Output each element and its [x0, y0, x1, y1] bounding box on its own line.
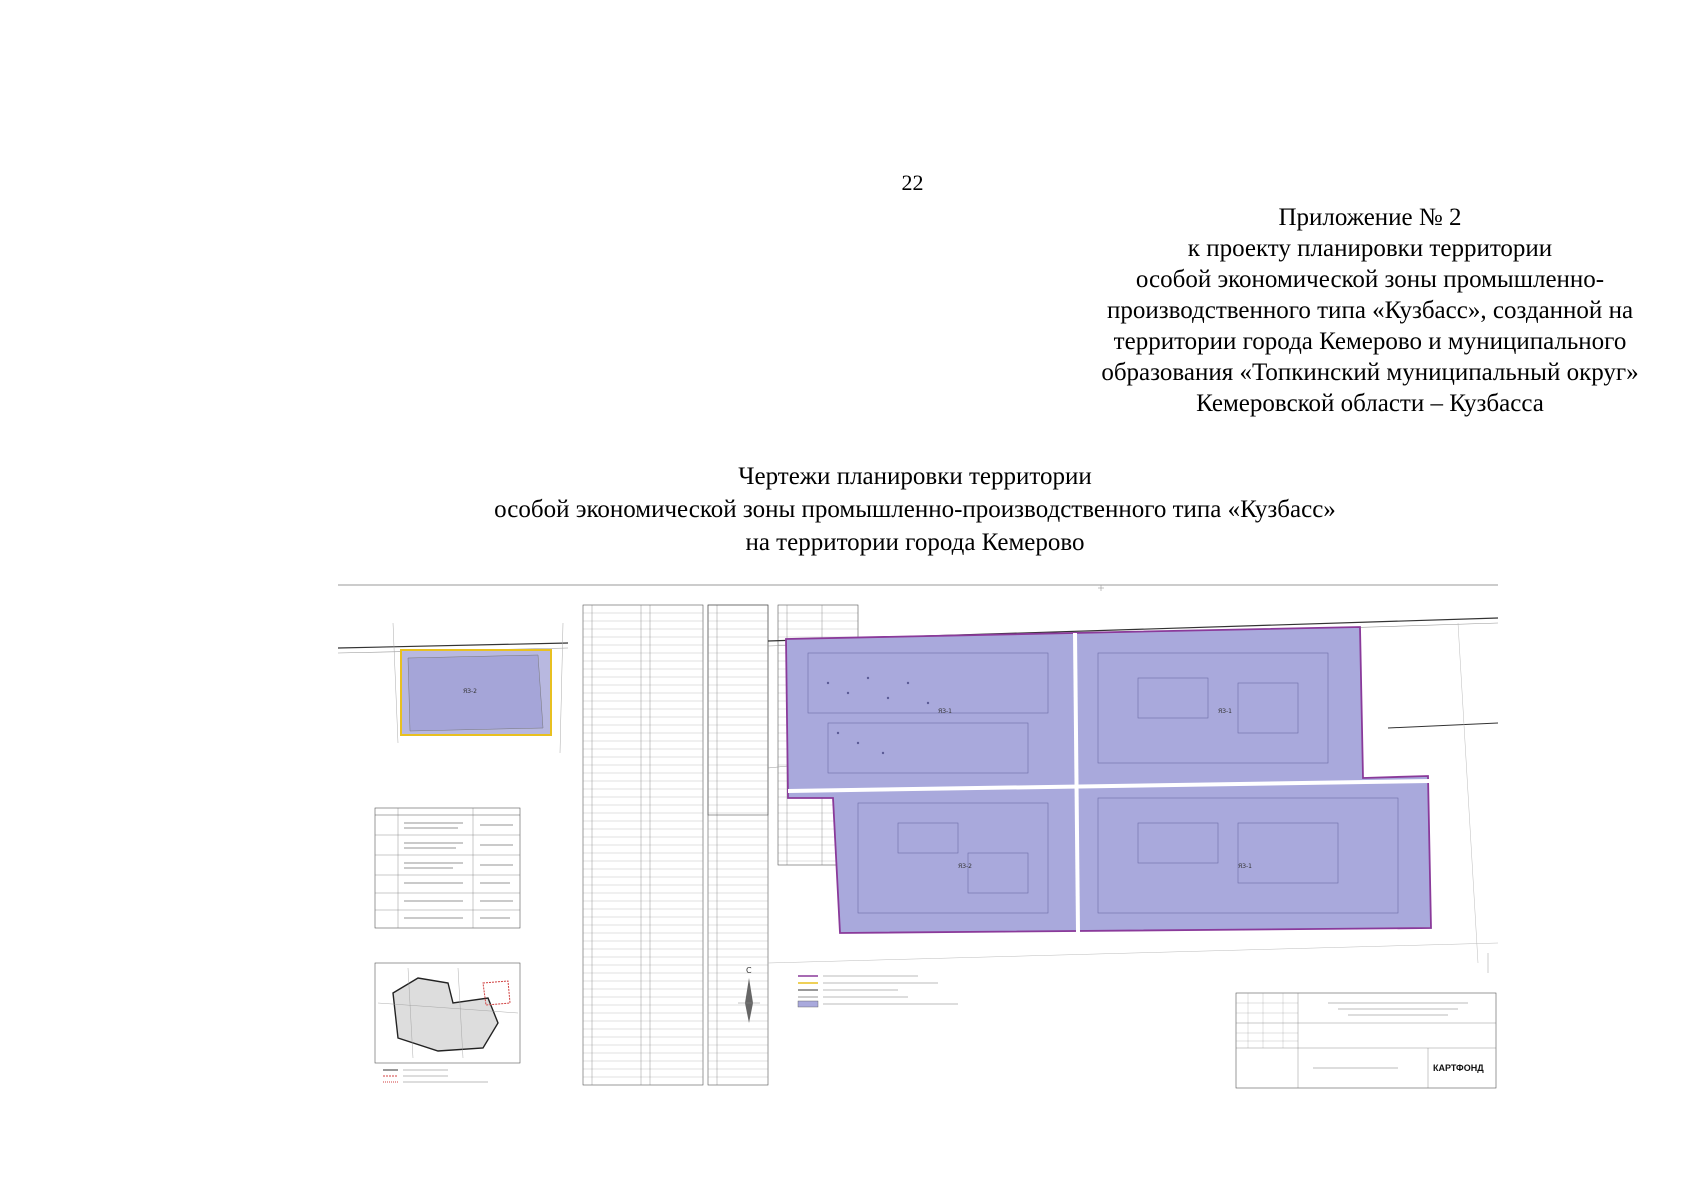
title-line: особой экономической зоны промышленно-производственного типа «Кузбасс» [494, 496, 1336, 523]
appendix-line: Кемеровской области – Кузбасса [1196, 390, 1544, 417]
title-line: на территории города Кемерово [745, 529, 1085, 556]
location-scheme [375, 963, 520, 1082]
appendix-line: особой экономической зоны промышленно- [1135, 266, 1605, 293]
appendix-line: территории города Кемерово и муниципального [1113, 328, 1627, 355]
zone-label: ЯЗ-1 [1238, 863, 1252, 870]
stamp-logo: КАРТФОНД [1433, 1063, 1484, 1073]
north-label: С [746, 966, 752, 975]
zone-boundary [786, 627, 1431, 933]
legend-table [375, 808, 520, 928]
zone-label: ЯЗ-1 [1218, 708, 1232, 715]
zone-label: ЯЗ-2 [463, 688, 477, 695]
small-site-plan [338, 623, 568, 753]
appendix-heading [1050, 202, 1690, 419]
zone-label: ЯЗ-2 [958, 863, 972, 870]
planning-drawing [338, 583, 1498, 1103]
north-arrow-icon [738, 966, 760, 1023]
appendix-line: Приложение № 2 [1278, 204, 1462, 231]
zone-label: ЯЗ-1 [938, 708, 952, 715]
document-title [300, 460, 1530, 559]
title-line: Чертежи планировки территории [738, 463, 1092, 490]
appendix-line: производственного типа «Кузбасс», созданной на [1106, 297, 1634, 324]
appendix-line: образования «Топкинский муниципальный округ» [1101, 359, 1639, 386]
appendix-line: к проекту планировки территории [1187, 235, 1553, 262]
main-site-plan [768, 585, 1498, 973]
main-legend [798, 976, 958, 1007]
title-block-stamp [1236, 993, 1496, 1088]
page-number: 22 [901, 170, 924, 195]
